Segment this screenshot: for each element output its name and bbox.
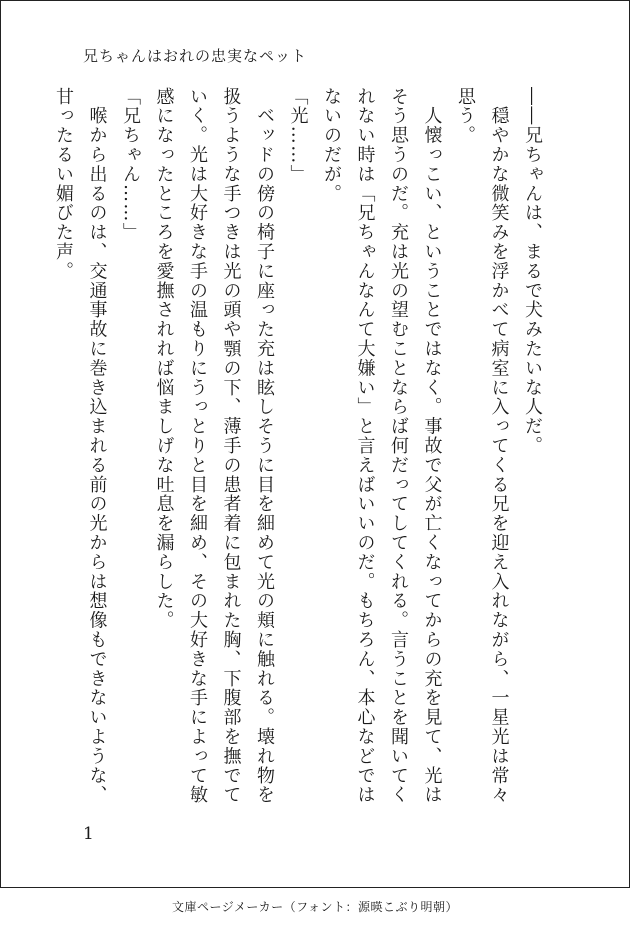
vertical-text-body [53, 87, 549, 817]
footer-credit: 文庫ページメーカー（フォント：源暎こぶり明朝） [171, 900, 459, 914]
page-number: 1 [83, 824, 94, 844]
paragraph: ――兄ちゃんは、まるで犬みたいな人だ。 [522, 87, 543, 456]
paragraph: 「兄ちゃん……」 [120, 87, 141, 243]
paragraph: 「光……」 [287, 87, 309, 184]
paragraph: 喉から出るのは、交通事故に巻き込まれる前の光からは想像もできないような、甘ったるい媚びた声。 [53, 87, 108, 805]
paragraph: ベッドの傍の椅子に座った充は眩しそうに目を細めて光の頬に触れる。壊れ物を扱うような手つきは光の頭や顎の下、薄手の患者着に包まれた胸、下腹部を撫でていく。光は大好きな手の温もりにうっとりと目を細め、その大好きな手によって敏感になったところを愛撫されれば悩ましげな吐息を漏らした。 [153, 87, 275, 805]
paragraph: 穏やかな微笑みを浮かべて病室に入ってくる兄を迎え入れながら、一星光は常々思う。 [455, 87, 510, 805]
running-title: 兄ちゃんはおれの忠実なペット [83, 47, 308, 65]
paragraph: 人懐っこい、ということではなく。事故で父が亡くなってからの充を見て、光はそう思うのだ。充は光の望むことならば何だってしてくれる。言うことを聞いてくれない時は「兄ちゃんなんて大嫌い」と言えばいいのだ。もちろん、本心などではないのだが。 [321, 87, 443, 805]
